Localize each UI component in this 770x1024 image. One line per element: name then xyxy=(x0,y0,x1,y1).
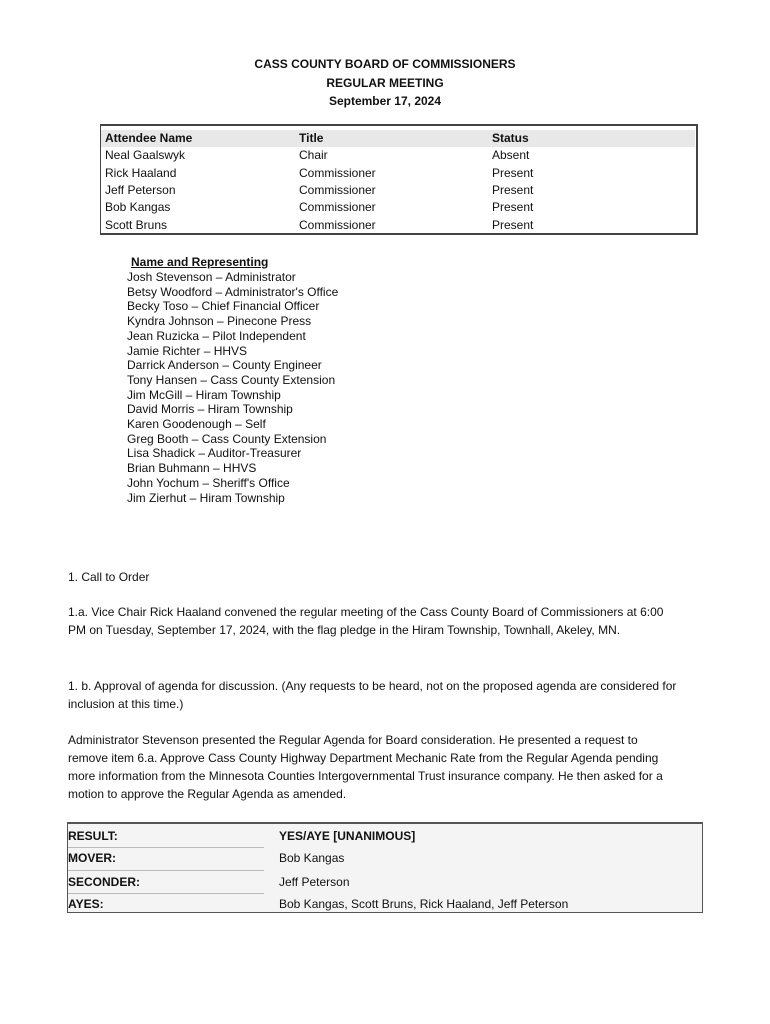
list-item: Kyndra Johnson – Pinecone Press xyxy=(127,314,312,329)
list-item: Tony Hansen – Cass County Extension xyxy=(127,372,336,387)
org-title: CASS COUNTY BOARD OF COMMISSIONERS xyxy=(254,57,516,71)
attendee-name: Jeff Peterson xyxy=(105,182,176,197)
vote-result-table xyxy=(67,822,703,913)
row-divider xyxy=(68,847,264,848)
document-header xyxy=(0,55,770,111)
attendee-title: Commissioner xyxy=(299,217,376,232)
attendee-status: Present xyxy=(492,217,534,232)
attendee-status: Present xyxy=(492,182,534,197)
list-item: Becky Toso – Chief Financial Officer xyxy=(127,299,320,314)
attendee-name: Rick Haaland xyxy=(105,165,177,180)
ayes-label: AYES: xyxy=(68,897,104,911)
table-row xyxy=(101,165,695,182)
attendee-title: Commissioner xyxy=(299,182,376,197)
result-label: RESULT: xyxy=(68,829,118,843)
attendee-status: Absent xyxy=(492,148,530,162)
attendee-table-header xyxy=(101,130,695,147)
table-row xyxy=(101,217,695,234)
attendee-status: Present xyxy=(492,200,534,214)
list-item: Jamie Richter – HHVS xyxy=(127,343,248,358)
representing-section xyxy=(127,254,338,505)
paragraph-1b: 1. b. Approval of agenda for discussion. (Any requests to be heard, not on the proposed agenda are considered for inclusion at this time.) xyxy=(68,679,677,711)
table-row xyxy=(101,147,695,164)
attendee-name: Neal Gaalswyk xyxy=(105,148,186,162)
attendee-name: Scott Bruns xyxy=(105,217,168,232)
mover-value: Bob Kangas xyxy=(279,851,345,865)
mover-label: MOVER: xyxy=(68,851,116,865)
attendee-status: Present xyxy=(492,165,534,180)
seconder-value: Jeff Peterson xyxy=(279,875,350,889)
list-item: David Morris – Hiram Township xyxy=(127,402,293,417)
list-item: Josh Stevenson – Administrator xyxy=(127,270,296,284)
call-to-order-heading: 1. Call to Order xyxy=(68,570,150,584)
attendee-title: Commissioner xyxy=(299,200,376,214)
column-header-title: Title xyxy=(299,131,324,145)
ayes-value: Bob Kangas, Scott Bruns, Rick Haaland, Jeff Peterson xyxy=(279,897,569,911)
representing-title: Name and Representing xyxy=(131,255,269,269)
paragraph-admin: Administrator Stevenson presented the Regular Agenda for Board consideration. He presented a request to remove item 6.a. Approve Cass County Highway Department Mechanic Rate from the Regular Agenda pending more information from the Minnesota Counties Intergovernmental Trust insurance company. He then asked for a motion to approve the Regular Agenda as amended. xyxy=(68,733,663,801)
list-item: Lisa Shadick – Auditor-Treasurer xyxy=(127,446,302,461)
list-item: Brian Buhmann – HHVS xyxy=(127,461,257,476)
result-value: YES/AYE [UNANIMOUS] xyxy=(279,829,416,843)
paragraph-1a: 1.a. Vice Chair Rick Haaland convened the regular meeting of the Cass County Board of Commissioners at 6:00 PM on Tuesday, September 17, 2024, with the flag pledge in the Hiram Township, Townhall, Akeley, MN. xyxy=(68,605,664,637)
meeting-type: REGULAR MEETING xyxy=(326,75,444,90)
representing-list xyxy=(127,270,338,505)
list-item: Karen Goodenough – Self xyxy=(127,417,266,432)
column-header-status: Status xyxy=(492,131,529,145)
row-divider xyxy=(68,893,264,894)
list-item: Greg Booth – Cass County Extension xyxy=(127,431,327,446)
list-item: Betsy Woodford – Administrator's Office xyxy=(127,284,339,299)
row-divider xyxy=(68,870,264,871)
attendee-title: Chair xyxy=(299,148,328,162)
list-item: Darrick Anderson – County Engineer xyxy=(127,358,322,373)
table-row xyxy=(101,182,695,199)
table-row xyxy=(101,199,695,216)
list-item: Jim McGill – Hiram Township xyxy=(127,387,281,402)
attendee-name: Bob Kangas xyxy=(105,200,171,214)
list-item: Jean Ruzicka – Pilot Independent xyxy=(127,328,306,343)
attendee-table xyxy=(100,124,698,235)
column-header-name: Attendee Name xyxy=(105,131,193,145)
list-item: Jim Zierhut – Hiram Township xyxy=(127,490,285,505)
list-item: John Yochum – Sheriff's Office xyxy=(127,475,290,490)
seconder-label: SECONDER: xyxy=(68,875,141,889)
attendee-title: Commissioner xyxy=(299,165,376,180)
meeting-date: September 17, 2024 xyxy=(328,94,442,108)
